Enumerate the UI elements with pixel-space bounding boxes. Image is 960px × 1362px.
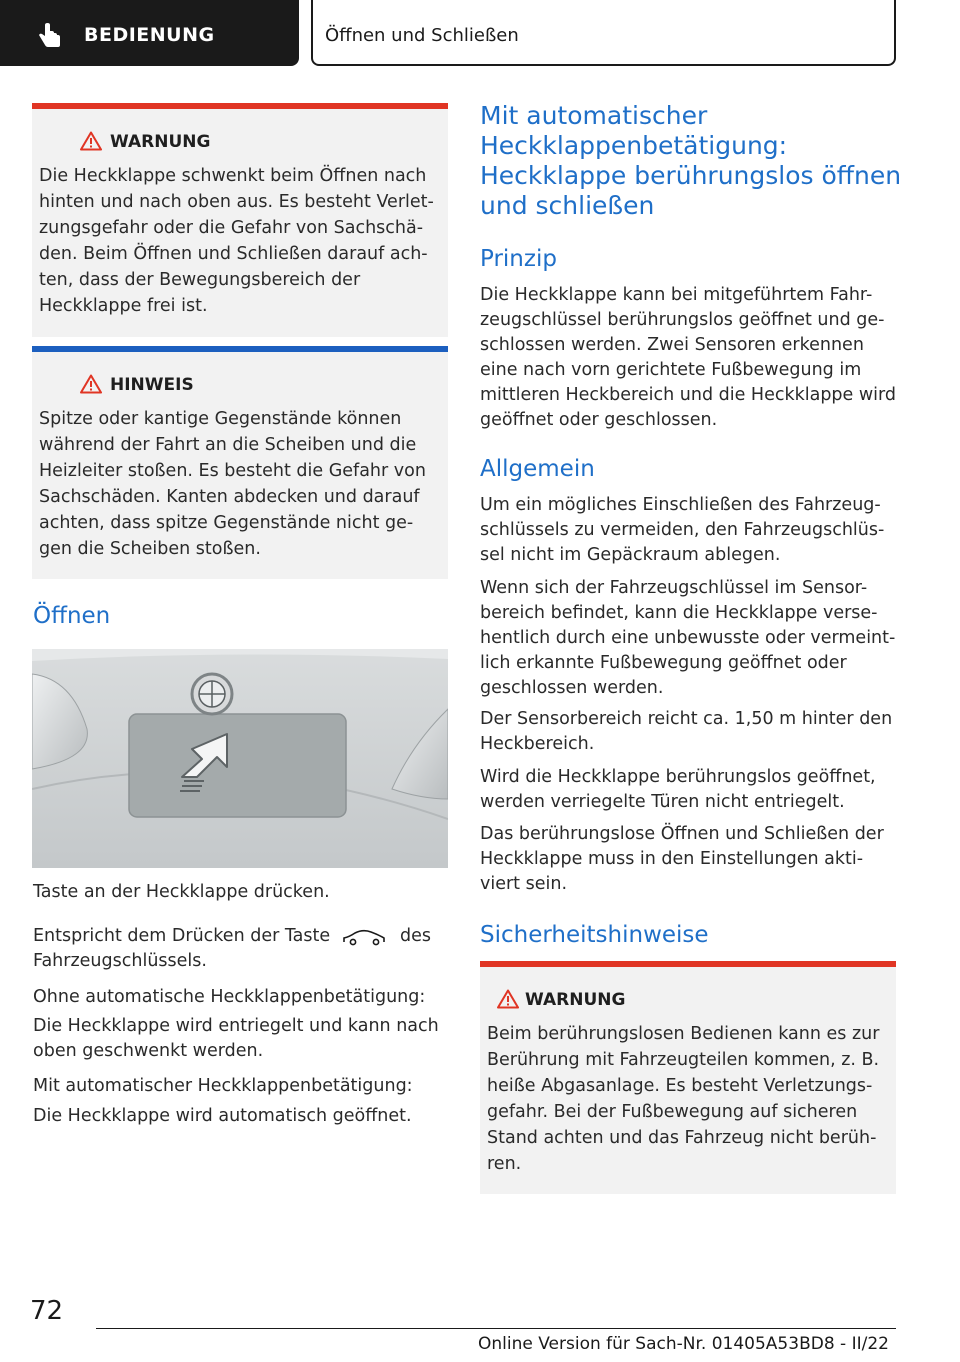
text-line: Wenn sich der Fahrzeugschlüssel im Sensor- bbox=[480, 578, 868, 598]
without-auto-text: Ohne automatische Heckklappenbetätigung: bbox=[33, 987, 426, 1007]
warning-box-2 bbox=[480, 961, 896, 1194]
text-line: werden verriegelte Türen nicht entriegelt. bbox=[480, 792, 845, 812]
instruction-press: Taste an der Heckklappe drücken. bbox=[33, 882, 330, 902]
text-line: ren. bbox=[487, 1154, 522, 1174]
warning-triangle-icon bbox=[497, 989, 519, 1009]
warning-triangle-icon bbox=[80, 131, 102, 151]
section-tab bbox=[0, 0, 299, 66]
text-line: den. Beim Öffnen und Schließen darauf ach- bbox=[39, 244, 428, 264]
warning-triangle-icon bbox=[80, 374, 102, 394]
text-fragment: des bbox=[400, 926, 431, 946]
warning-text bbox=[39, 163, 434, 319]
text-line: sel nicht im Gepäckraum ablegen. bbox=[480, 545, 781, 565]
text-line: Der Sensorbereich reicht ca. 1,50 m hinter den bbox=[480, 709, 893, 729]
text-line: Spitze oder kantige Gegenstände können bbox=[39, 409, 402, 429]
text-line: Stand achten und das Fahrzeug nicht berüh- bbox=[487, 1128, 877, 1148]
text-line: gefahr. Bei der Fußbewegung auf sicheren bbox=[487, 1102, 858, 1122]
page-number: 72 bbox=[30, 1296, 64, 1326]
section-title bbox=[480, 101, 901, 221]
chapter-title: Öffnen und Schließen bbox=[325, 25, 519, 46]
text-line: Fahrzeugschlüssels. bbox=[33, 951, 207, 971]
text-line: Die Heckklappe wird entriegelt und kann nach bbox=[33, 1016, 439, 1036]
heading-general: Allgemein bbox=[480, 456, 595, 482]
title-line: Heckklappe berührungslos öffnen bbox=[480, 161, 902, 190]
text-line: mittleren Heckbereich und die Heckklappe wird bbox=[480, 385, 897, 405]
hint-text bbox=[39, 406, 426, 562]
text-line: Wird die Heckklappe berührungslos geöffnet, bbox=[480, 767, 876, 787]
text-line: Heckklappe frei ist. bbox=[39, 296, 208, 316]
general-text-3 bbox=[480, 707, 892, 757]
heading-principle: Prinzip bbox=[480, 246, 557, 272]
chapter-header bbox=[311, 0, 896, 66]
text-line: Beim berührungslosen Bedienen kann es zur bbox=[487, 1024, 880, 1044]
title-line: Mit automatischer bbox=[480, 101, 708, 130]
heading-safety: Sicherheitshinweise bbox=[480, 922, 709, 948]
general-text-1 bbox=[480, 493, 884, 568]
text-line: schlossen werden. Zwei Sensoren erkennen bbox=[480, 335, 864, 355]
text-line: Sachschäden. Kanten abdecken und darauf bbox=[39, 487, 420, 507]
text-line: eine nach vorn gerichtete Fußbewegung im bbox=[480, 360, 862, 380]
text-fragment: Entspricht dem Drücken der Taste bbox=[33, 926, 331, 946]
general-text-5 bbox=[480, 822, 884, 897]
warning-title: WARNUNG bbox=[110, 132, 211, 152]
text-line: achten, dass spitze Gegenstände nicht ge- bbox=[39, 513, 414, 533]
text-line: lich erkannte Fußbewegung geöffnet oder bbox=[480, 653, 847, 673]
hint-bar bbox=[32, 346, 448, 352]
text-line: Das berührungslose Öffnen und Schließen der bbox=[480, 824, 884, 844]
title-line: und schließen bbox=[480, 191, 655, 220]
text-line: heiße Abgasanlage. Es besteht Verletzungs- bbox=[487, 1076, 873, 1096]
text-line: hentlich durch eine unbewusste oder vermeint- bbox=[480, 628, 896, 648]
text-line: Heckklappe muss in den Einstellungen akti- bbox=[480, 849, 864, 869]
warning-bar bbox=[32, 103, 448, 109]
footer-text: Online Version für Sach-Nr. 01405A53BD8 - II/22 bbox=[478, 1334, 889, 1354]
general-text-2 bbox=[480, 576, 895, 701]
title-line: Heckklappenbetätigung: bbox=[480, 131, 788, 160]
principle-text bbox=[480, 283, 896, 433]
text-line: geschlossen werden. bbox=[480, 678, 664, 698]
auto-open-text: Die Heckklappe wird automatisch geöffnet. bbox=[33, 1106, 412, 1126]
general-text-4 bbox=[480, 765, 876, 815]
section-label: BEDIENUNG bbox=[84, 24, 215, 46]
car-key-button-icon bbox=[341, 928, 387, 946]
footer-divider bbox=[96, 1328, 896, 1329]
text-line: Berührung mit Fahrzeugteilen kommen, z. B. bbox=[487, 1050, 880, 1070]
tailgate-photo bbox=[32, 649, 448, 868]
text-line: Die Heckklappe kann bei mitgeführtem Fahr- bbox=[480, 285, 873, 305]
text-line: oben geschwenkt werden. bbox=[33, 1041, 264, 1061]
text-line: geöffnet oder geschlossen. bbox=[480, 410, 718, 430]
text-line: ten, dass der Bewegungsbereich der bbox=[39, 270, 361, 290]
key-equivalent-text bbox=[33, 924, 431, 974]
hand-pointer-icon bbox=[36, 23, 64, 49]
text-line: zeugschlüssel berührungslos geöffnet und ge- bbox=[480, 310, 885, 330]
warning-box bbox=[32, 103, 448, 337]
text-line: schlüssels zu vermeiden, den Fahrzeugschlüs- bbox=[480, 520, 885, 540]
text-line: Heckbereich. bbox=[480, 734, 595, 754]
warning-bar bbox=[480, 961, 896, 967]
text-line: zungsgefahr oder die Gefahr von Sachschä- bbox=[39, 218, 424, 238]
text-line: Um ein mögliches Einschließen des Fahrzeug- bbox=[480, 495, 881, 515]
warning-title: WARNUNG bbox=[525, 990, 626, 1010]
with-auto-text: Mit automatischer Heckklappenbetätigung: bbox=[33, 1076, 413, 1096]
text-line: Die Heckklappe schwenkt beim Öffnen nach bbox=[39, 166, 427, 186]
text-line: während der Fahrt an die Scheiben und die bbox=[39, 435, 417, 455]
unlock-text bbox=[33, 1014, 439, 1064]
text-line: Heizleiter stoßen. Es besteht die Gefahr von bbox=[39, 461, 426, 481]
text-line: gen die Scheiben stoßen. bbox=[39, 539, 261, 559]
heading-open: Öffnen bbox=[33, 603, 111, 629]
warning-text bbox=[487, 1021, 879, 1177]
hint-box bbox=[32, 346, 448, 579]
text-line: hinten und nach oben aus. Es besteht Verlet- bbox=[39, 192, 434, 212]
hint-title: HINWEIS bbox=[110, 375, 194, 395]
text-line: bereich befindet, kann die Heckklappe verse- bbox=[480, 603, 878, 623]
text-line: viert sein. bbox=[480, 874, 568, 894]
